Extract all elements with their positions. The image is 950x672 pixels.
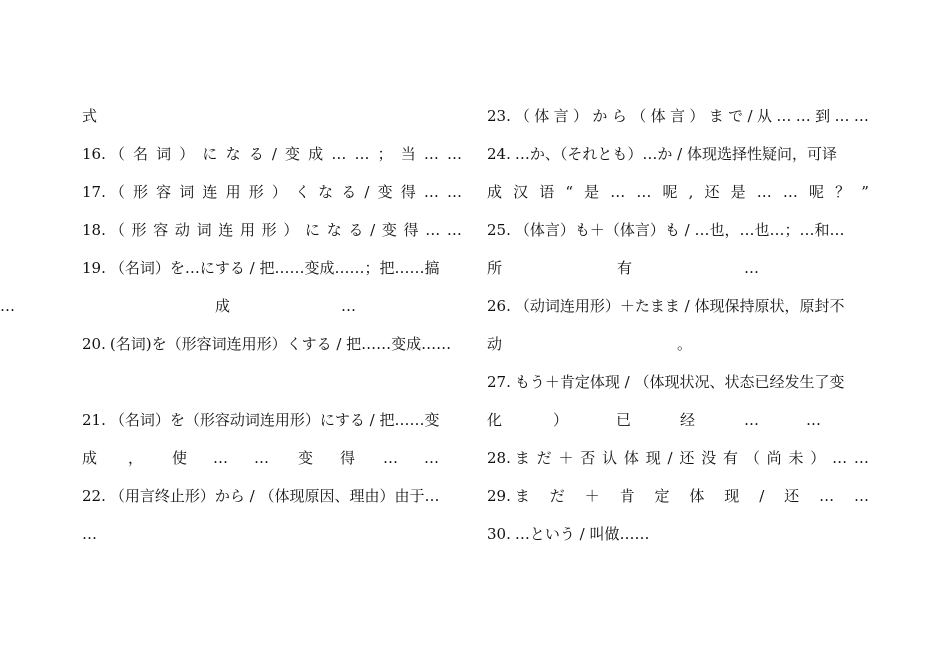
- item-number: 26.: [487, 297, 511, 315]
- text-token: /: [364, 183, 370, 201]
- text-token: 呢: [808, 183, 824, 201]
- text-token: …: [354, 145, 370, 163]
- text-token: 词: [156, 145, 172, 163]
- text-token: 变: [377, 183, 393, 201]
- item-number: 21.: [82, 411, 106, 429]
- text-token: …: [610, 183, 626, 201]
- text-line: [82, 483, 462, 509]
- text-token: 。: [677, 335, 693, 353]
- text-token: ）: [179, 145, 195, 163]
- line-text: （名词）を（形容动词连用形）にする / 把……变: [109, 411, 440, 429]
- text-token: 成: [487, 183, 503, 201]
- text-token: （: [631, 107, 647, 125]
- text-token: …: [425, 221, 441, 239]
- text-token: 呢: [662, 183, 678, 201]
- text-token: …: [744, 259, 759, 277]
- text-token: 成: [215, 297, 231, 315]
- text-token: 变: [381, 221, 397, 239]
- text-token: …: [423, 145, 439, 163]
- line-text: もう＋肯定体现 / （体现状况、状态已经发生了变: [514, 373, 845, 391]
- text-token: 形: [133, 183, 149, 201]
- item-number: 24.: [487, 145, 511, 163]
- text-token: （: [514, 107, 530, 125]
- text-token: 否: [580, 449, 596, 467]
- text-token: 汉: [513, 183, 529, 201]
- text-token: 体: [689, 487, 705, 505]
- line-text: …か、（それとも）…か / 体现选择性疑问，可译: [514, 145, 837, 163]
- text-token: 得: [403, 221, 419, 239]
- text-line: [487, 445, 869, 471]
- text-token: ま: [514, 449, 530, 467]
- text-token: /: [667, 449, 673, 467]
- text-token: “: [565, 183, 574, 201]
- text-line: [82, 521, 462, 547]
- text-token: 所: [487, 259, 503, 277]
- text-token: ＋: [558, 449, 574, 467]
- text-token: 认: [602, 449, 618, 467]
- item-number: 23.: [487, 107, 511, 125]
- text-line: [487, 141, 869, 167]
- text-token: 形: [248, 183, 264, 201]
- text-token: 连: [218, 221, 234, 239]
- item-number: 28.: [487, 449, 511, 467]
- text-line: [487, 103, 869, 129]
- item-number: 27.: [487, 373, 511, 391]
- text-token: で: [728, 107, 744, 125]
- text-line: [0, 331, 950, 357]
- text-token: 是: [730, 183, 746, 201]
- text-line: [0, 255, 950, 281]
- text-token: …: [447, 183, 462, 201]
- text-token: ,: [688, 183, 694, 201]
- line-text: （体言）も＋（体言）も / …也，…也…；…和…: [514, 221, 845, 239]
- text-token: …: [795, 107, 811, 125]
- text-token: ま: [514, 487, 530, 505]
- text-token: ＋: [584, 487, 600, 505]
- text-token: …: [383, 449, 398, 467]
- text-token: 成: [308, 145, 324, 163]
- text-token: 经: [680, 411, 696, 429]
- text-line: [487, 179, 869, 205]
- text-token: 动: [487, 335, 503, 353]
- text-token: 语: [539, 183, 555, 201]
- text-token: 肯: [619, 487, 635, 505]
- text-token: ）: [271, 183, 287, 201]
- text-token: 现: [724, 487, 740, 505]
- text-token: …: [834, 107, 850, 125]
- text-token: ）: [810, 449, 826, 467]
- text-token: 动: [174, 221, 190, 239]
- text-line: [487, 293, 869, 319]
- text-line: [487, 217, 869, 243]
- text-token: に: [202, 145, 218, 163]
- text-token: /: [271, 145, 277, 163]
- text-token: 现: [645, 449, 661, 467]
- text-token: 变: [298, 449, 314, 467]
- text-token: …: [853, 107, 869, 125]
- line-text: (名词)を（形容词连用形）くする / 把……变成……: [109, 335, 452, 353]
- text-token: 形: [261, 221, 277, 239]
- text-token: 变: [285, 145, 301, 163]
- text-token: 有: [617, 259, 633, 277]
- text-token: 使: [172, 449, 188, 467]
- item-number: 25.: [487, 221, 511, 239]
- text-token: る: [248, 145, 264, 163]
- text-token: 定: [654, 487, 670, 505]
- text-token: …: [0, 297, 15, 315]
- text-token: /: [759, 487, 765, 505]
- text-token: 体: [623, 449, 639, 467]
- text-token: …: [806, 411, 821, 429]
- text-token: ら: [611, 107, 627, 125]
- text-token: （: [109, 221, 125, 239]
- text-line: [82, 141, 462, 167]
- text-token: …: [832, 449, 848, 467]
- text-token: 没: [701, 449, 717, 467]
- text-token: 是: [584, 183, 600, 201]
- text-token: …: [853, 487, 869, 505]
- text-token: 尚: [766, 449, 782, 467]
- text-token: …: [331, 145, 347, 163]
- text-token: …: [446, 145, 462, 163]
- text-token: 体: [650, 107, 666, 125]
- item-number: 16.: [82, 145, 106, 163]
- item-number: 18.: [82, 221, 106, 239]
- text-token: ）: [689, 107, 705, 125]
- item-number: 17.: [82, 183, 106, 201]
- item-number: 19.: [82, 259, 106, 277]
- item-number: 30.: [487, 525, 511, 543]
- text-token: 容: [156, 183, 172, 201]
- text-token: に: [305, 221, 321, 239]
- line-text: （名词）を…にする / 把……变成……；把……搞: [109, 259, 440, 277]
- text-token: 还: [784, 487, 800, 505]
- text-token: ）: [283, 221, 299, 239]
- text-line: [0, 407, 950, 433]
- text-token: …: [423, 183, 439, 201]
- text-token: 言: [669, 107, 685, 125]
- text-token: 体: [534, 107, 550, 125]
- line-text: …: [82, 525, 97, 543]
- text-token: 有: [723, 449, 739, 467]
- text-token: る: [341, 183, 357, 201]
- text-token: （: [744, 449, 760, 467]
- text-token: ）: [553, 411, 569, 429]
- text-token: 已: [616, 411, 632, 429]
- text-token: 得: [400, 183, 416, 201]
- text-token: な: [225, 145, 241, 163]
- text-token: （: [109, 145, 125, 163]
- text-token: …: [853, 449, 869, 467]
- text-token: な: [326, 221, 342, 239]
- text-token: …: [446, 221, 462, 239]
- text-token: く: [294, 183, 310, 201]
- text-token: …: [424, 449, 439, 467]
- text-token: 还: [679, 449, 695, 467]
- text-line: [82, 103, 462, 129]
- text-token: ）: [573, 107, 589, 125]
- line-text: （动词连用形）＋たまま / 体现保持原状，原封不: [514, 297, 845, 315]
- text-token: …: [756, 183, 772, 201]
- text-token: 到: [815, 107, 831, 125]
- text-token: 用: [239, 221, 255, 239]
- text-token: な: [318, 183, 334, 201]
- text-token: か: [592, 107, 608, 125]
- text-token: ま: [708, 107, 724, 125]
- text-token: …: [744, 411, 759, 429]
- item-number: 29.: [487, 487, 511, 505]
- text-token: …: [819, 487, 835, 505]
- text-token: 容: [153, 221, 169, 239]
- text-token: 未: [788, 449, 804, 467]
- text-token: …: [213, 449, 228, 467]
- text-token: 词: [179, 183, 195, 201]
- text-token: ”: [861, 183, 869, 201]
- item-number: 20.: [82, 335, 106, 353]
- text-token: …: [782, 183, 798, 201]
- text-token: /: [370, 221, 376, 239]
- text-token: だ: [549, 487, 565, 505]
- text-token: 从: [756, 107, 772, 125]
- text-token: 形: [131, 221, 147, 239]
- text-line: [487, 483, 869, 509]
- text-token: だ: [536, 449, 552, 467]
- item-number: 22.: [82, 487, 106, 505]
- text-token: 连: [202, 183, 218, 201]
- text-token: る: [348, 221, 364, 239]
- text-token: ；: [377, 145, 393, 163]
- text-line: [487, 521, 869, 547]
- line-text: …という / 叫做……: [514, 525, 650, 543]
- text-token: /: [747, 107, 753, 125]
- text-token: 词: [196, 221, 212, 239]
- text-token: 还: [704, 183, 720, 201]
- text-token: 言: [553, 107, 569, 125]
- text-line: [82, 179, 462, 205]
- text-token: …: [776, 107, 792, 125]
- text-token: 得: [340, 449, 356, 467]
- text-token: …: [341, 297, 356, 315]
- text-line: [487, 369, 869, 395]
- text-line: [82, 217, 462, 243]
- text-token: 化: [487, 411, 503, 429]
- text-token: 成: [82, 449, 98, 467]
- text-token: ，: [128, 449, 144, 467]
- line-text: （用言终止形）から / （体现原因、理由）由于…: [109, 487, 440, 505]
- text-token: 名: [133, 145, 149, 163]
- text-token: …: [636, 183, 652, 201]
- line-text: 式: [82, 107, 98, 125]
- text-token: （: [109, 183, 125, 201]
- text-token: …: [254, 449, 269, 467]
- text-token: 用: [225, 183, 241, 201]
- text-token: 当: [400, 145, 416, 163]
- text-token: ？: [835, 183, 851, 201]
